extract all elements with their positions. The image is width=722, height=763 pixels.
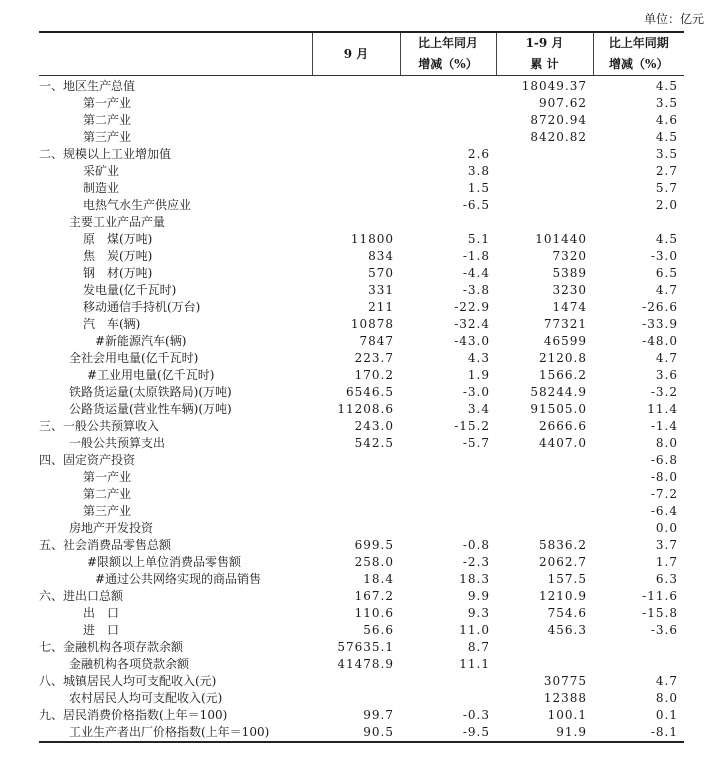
row-period-yoy: 4.5 <box>655 232 678 246</box>
row-month-value: 57635.1 <box>337 640 394 654</box>
table-body <box>39 76 684 743</box>
row-month-value: 542.5 <box>354 436 394 450</box>
row-label: #限额以上单位消费品零售额 <box>87 555 242 569</box>
row-label: 出 口 <box>83 606 120 620</box>
row-period-yoy: 8.0 <box>655 436 678 450</box>
row-month-yoy: -9.5 <box>400 724 496 742</box>
header-month-yoy-line1: 比上年同月 <box>417 36 478 50</box>
row-cumulative-value: 157.5 <box>547 572 587 586</box>
table-row <box>39 656 684 673</box>
row-month-value: 10878 <box>350 317 394 331</box>
row-month-value <box>312 180 400 197</box>
table-row <box>39 316 684 333</box>
row-month-value: 99.7 <box>363 708 394 722</box>
row-period-yoy: -3.6 <box>650 623 678 637</box>
table-row <box>39 146 684 163</box>
row-period-yoy: 3.6 <box>655 368 678 382</box>
row-cumulative-value: 2120.8 <box>539 351 587 365</box>
table-row <box>39 129 684 146</box>
row-month-value <box>312 690 400 707</box>
row-period-yoy: 8.0 <box>655 691 678 705</box>
row-period-yoy: -33.9 <box>642 317 678 331</box>
row-label: 二、规模以上工业增加值 <box>39 147 172 161</box>
row-label: 焦 炭(万吨) <box>83 249 153 263</box>
row-month-value <box>312 469 400 486</box>
row-label: 发电量(亿千瓦时) <box>83 283 177 297</box>
table-row <box>39 265 684 282</box>
row-month-yoy <box>400 469 496 486</box>
table-row <box>39 452 684 469</box>
row-cumulative-value: 58244.9 <box>530 385 587 399</box>
row-cumulative-value: 12388 <box>543 691 587 705</box>
row-month-yoy: 1.5 <box>467 181 490 195</box>
row-period-yoy: 11.4 <box>647 402 678 416</box>
row-month-yoy: 8.7 <box>467 640 490 654</box>
row-period-yoy: 2.7 <box>655 164 678 178</box>
table-row <box>39 248 684 265</box>
table-row <box>39 95 684 112</box>
table-header-row <box>39 32 684 76</box>
row-label: 第一产业 <box>83 470 132 484</box>
row-label: 金融机构各项贷款余额 <box>69 657 190 671</box>
row-period-yoy: -8.0 <box>650 470 678 484</box>
row-month-value <box>312 673 400 690</box>
row-month-value <box>312 503 400 520</box>
table-row <box>39 537 684 554</box>
row-cumulative-value: 4407.0 <box>539 436 587 450</box>
row-cumulative-value <box>496 197 593 214</box>
row-label: 全社会用电量(亿千瓦时) <box>69 351 199 365</box>
row-label: 第三产业 <box>83 504 132 518</box>
row-label: 钢 材(万吨) <box>83 266 153 280</box>
table-row <box>39 435 684 452</box>
row-label: 第二产业 <box>83 113 132 127</box>
table-row <box>39 690 684 707</box>
table-row <box>39 350 684 367</box>
row-label: 第一产业 <box>83 96 132 110</box>
unit-label: 单位：亿元 <box>643 12 704 26</box>
table-row <box>39 214 684 231</box>
row-label: #新能源汽车(辆) <box>95 334 187 348</box>
table-row <box>39 571 684 588</box>
row-label: 六、进出口总额 <box>39 589 124 603</box>
row-month-yoy <box>400 520 496 537</box>
row-cumulative-value: 91505.0 <box>530 402 587 416</box>
header-month <box>312 32 400 76</box>
row-period-yoy: -6.8 <box>650 453 678 467</box>
row-period-yoy: 6.5 <box>655 266 678 280</box>
row-cumulative-value: 91.9 <box>496 724 593 742</box>
row-month-value: 18.4 <box>363 572 394 586</box>
row-period-yoy: 4.5 <box>655 79 678 93</box>
row-cumulative-value: 7320 <box>552 249 587 263</box>
row-month-yoy: -32.4 <box>454 317 490 331</box>
row-period-yoy: 4.7 <box>655 674 678 688</box>
row-label: 一、地区生产总值 <box>39 79 136 93</box>
header-indicator <box>39 32 312 76</box>
row-label: 进 口 <box>83 623 120 637</box>
table-row <box>39 76 684 96</box>
table-row <box>39 299 684 316</box>
row-label: 公路货运量(营业性车辆)(万吨) <box>69 402 232 416</box>
row-month-value: 331 <box>368 283 394 297</box>
row-period-yoy: 0.0 <box>655 521 678 535</box>
row-label: 五、社会消费品零售总额 <box>39 538 172 552</box>
table-row <box>39 588 684 605</box>
row-month-yoy: -22.9 <box>454 300 490 314</box>
table-row <box>39 231 684 248</box>
row-month-yoy <box>400 76 496 96</box>
row-period-yoy: -1.4 <box>650 419 678 433</box>
row-period-yoy: 2.0 <box>655 198 678 212</box>
row-month-value <box>312 146 400 163</box>
header-period-yoy-line2: 增减（%） <box>609 57 669 71</box>
row-month-yoy: -2.3 <box>462 555 490 569</box>
row-cumulative-value: 3230 <box>552 283 587 297</box>
table-row <box>39 673 684 690</box>
table-row <box>39 469 684 486</box>
row-month-value: 834 <box>368 249 394 263</box>
row-period-yoy: 4.7 <box>655 351 678 365</box>
row-month-yoy <box>400 129 496 146</box>
row-period-yoy: 3.5 <box>655 96 678 110</box>
row-month-yoy: -3.8 <box>462 283 490 297</box>
row-cumulative-value: 2062.7 <box>539 555 587 569</box>
table-row <box>39 282 684 299</box>
row-month-yoy: 9.3 <box>467 606 490 620</box>
row-month-value <box>312 214 400 231</box>
row-month-yoy <box>400 673 496 690</box>
row-period-yoy: 5.7 <box>655 181 678 195</box>
row-cumulative-value: 5389 <box>552 266 587 280</box>
header-cumulative-line1: 1-9 月 <box>525 36 564 50</box>
row-month-value: 11208.6 <box>337 402 394 416</box>
row-month-value: 6546.5 <box>346 385 394 399</box>
row-month-value <box>312 76 400 96</box>
row-label: 农村居民人均可支配收入(元) <box>69 691 223 705</box>
row-month-value: 110.6 <box>354 606 394 620</box>
header-period-yoy-line1: 比上年同期 <box>608 36 669 50</box>
row-period-yoy: -15.8 <box>642 606 678 620</box>
row-month-value: 56.6 <box>363 623 394 637</box>
row-period-yoy: 4.7 <box>655 283 678 297</box>
row-period-yoy: 4.5 <box>655 130 678 144</box>
row-month-yoy <box>400 503 496 520</box>
table-row <box>39 503 684 520</box>
row-cumulative-value <box>496 520 593 537</box>
row-month-yoy <box>400 112 496 129</box>
row-label: 四、固定资产投资 <box>39 453 136 467</box>
table-row <box>39 333 684 350</box>
row-period-yoy: 4.6 <box>655 113 678 127</box>
row-month-yoy: -5.7 <box>462 436 490 450</box>
header-cumulative-line2: 累 计 <box>530 57 559 71</box>
row-month-value <box>312 520 400 537</box>
row-month-value: 90.5 <box>312 724 400 742</box>
table-row <box>39 163 684 180</box>
row-label: 第三产业 <box>83 130 132 144</box>
row-label: 主要工业产品产量 <box>69 215 166 229</box>
row-cumulative-value: 456.3 <box>547 623 587 637</box>
row-period-yoy: -11.6 <box>642 589 678 603</box>
row-label: 房地产开发投资 <box>69 521 154 535</box>
header-month-yoy <box>400 32 496 76</box>
table-row <box>39 520 684 537</box>
row-label: 汽 车(辆) <box>83 317 141 331</box>
row-month-yoy: 18.3 <box>459 572 490 586</box>
row-period-yoy: -3.2 <box>650 385 678 399</box>
row-cumulative-value: 1210.9 <box>539 589 587 603</box>
table-row <box>39 384 684 401</box>
row-period-yoy: -26.6 <box>642 300 678 314</box>
row-period-yoy <box>593 639 684 656</box>
row-cumulative-value: 8420.82 <box>530 130 587 144</box>
table-row <box>39 724 684 742</box>
row-cumulative-value <box>496 469 593 486</box>
row-month-value: 41478.9 <box>337 657 394 671</box>
row-cumulative-value <box>496 163 593 180</box>
row-month-value <box>312 129 400 146</box>
row-month-value: 699.5 <box>354 538 394 552</box>
row-month-yoy: -0.3 <box>462 708 490 722</box>
row-month-yoy: 9.9 <box>467 589 490 603</box>
table-row <box>39 180 684 197</box>
row-label: 一般公共预算支出 <box>69 436 166 450</box>
row-month-value <box>312 486 400 503</box>
row-cumulative-value: 77321 <box>543 317 587 331</box>
row-label: 七、金融机构各项存款余额 <box>39 640 184 654</box>
row-month-yoy <box>400 690 496 707</box>
table-row <box>39 112 684 129</box>
row-month-value: 258.0 <box>354 555 394 569</box>
row-label: 制造业 <box>83 181 120 195</box>
row-cumulative-value <box>496 452 593 469</box>
row-label: #通过公共网络实现的商品销售 <box>95 572 262 586</box>
header-period-yoy <box>593 32 684 76</box>
row-month-value: 170.2 <box>354 368 394 382</box>
row-period-yoy <box>593 656 684 673</box>
table-row <box>39 401 684 418</box>
row-cumulative-value: 30775 <box>543 674 587 688</box>
row-month-value <box>312 95 400 112</box>
row-cumulative-value: 754.6 <box>547 606 587 620</box>
row-cumulative-value <box>496 656 593 673</box>
row-month-value: 7847 <box>359 334 394 348</box>
row-month-yoy: -3.0 <box>462 385 490 399</box>
row-month-yoy: 2.6 <box>467 147 490 161</box>
row-month-value: 570 <box>368 266 394 280</box>
row-label: 采矿业 <box>83 164 120 178</box>
row-cumulative-value <box>496 214 593 231</box>
row-month-yoy: 3.8 <box>467 164 490 178</box>
header-month-yoy-line2: 增减（%） <box>418 57 478 71</box>
row-month-yoy: 11.0 <box>459 623 490 637</box>
row-month-yoy <box>400 95 496 112</box>
row-period-yoy: 1.7 <box>655 555 678 569</box>
row-cumulative-value: 46599 <box>543 334 587 348</box>
table-row <box>39 418 684 435</box>
row-cumulative-value: 907.62 <box>539 96 587 110</box>
row-month-value: 11800 <box>350 232 394 246</box>
row-cumulative-value <box>496 146 593 163</box>
row-month-value: 211 <box>368 300 394 314</box>
row-month-yoy: 11.1 <box>459 657 490 671</box>
row-cumulative-value: 1474 <box>552 300 587 314</box>
row-period-yoy: -6.4 <box>650 504 678 518</box>
row-month-yoy: 1.9 <box>467 368 490 382</box>
table-row <box>39 639 684 656</box>
row-month-value <box>312 197 400 214</box>
row-period-yoy: 3.7 <box>655 538 678 552</box>
row-month-value: 243.0 <box>354 419 394 433</box>
row-label: 工业生产者出厂价格指数(上年＝100) <box>39 724 312 742</box>
row-period-yoy: -3.0 <box>650 249 678 263</box>
row-label: 第二产业 <box>83 487 132 501</box>
table-row <box>39 605 684 622</box>
row-period-yoy: -48.0 <box>642 334 678 348</box>
row-cumulative-value: 100.1 <box>547 708 587 722</box>
statistics-table <box>39 31 684 743</box>
row-period-yoy: 0.1 <box>655 708 678 722</box>
row-cumulative-value: 18049.37 <box>521 79 587 93</box>
row-month-value <box>312 112 400 129</box>
row-month-value: 167.2 <box>354 589 394 603</box>
table-row <box>39 486 684 503</box>
row-period-yoy: -7.2 <box>650 487 678 501</box>
row-label: 三、一般公共预算收入 <box>39 419 160 433</box>
row-label: 原 煤(万吨) <box>83 232 153 246</box>
row-cumulative-value: 5836.2 <box>539 538 587 552</box>
row-cumulative-value <box>496 180 593 197</box>
row-month-yoy: -15.2 <box>454 419 490 433</box>
row-cumulative-value: 8720.94 <box>530 113 587 127</box>
row-period-yoy: -8.1 <box>593 724 684 742</box>
row-month-yoy: -6.5 <box>462 198 490 212</box>
row-month-yoy: -43.0 <box>454 334 490 348</box>
row-period-yoy: 3.5 <box>655 147 678 161</box>
row-cumulative-value: 2666.6 <box>539 419 587 433</box>
row-cumulative-value <box>496 639 593 656</box>
row-cumulative-value <box>496 486 593 503</box>
table-row <box>39 622 684 639</box>
table-row <box>39 554 684 571</box>
row-cumulative-value <box>496 503 593 520</box>
row-period-yoy <box>593 214 684 231</box>
row-cumulative-value: 1566.2 <box>539 368 587 382</box>
row-label: 铁路货运量(太原铁路局)(万吨) <box>69 385 232 399</box>
row-cumulative-value: 101440 <box>535 232 587 246</box>
row-month-yoy <box>400 214 496 231</box>
row-month-yoy: -0.8 <box>462 538 490 552</box>
row-label: #工业用电量(亿千瓦时) <box>87 368 215 382</box>
row-month-value: 223.7 <box>354 351 394 365</box>
row-label: 八、城镇居民人均可支配收入(元) <box>39 674 217 688</box>
row-label: 电热气水生产供应业 <box>83 198 192 212</box>
row-month-value <box>312 452 400 469</box>
header-month-text: 9 月 <box>343 46 369 61</box>
table-row <box>39 707 684 724</box>
row-month-yoy: 3.4 <box>467 402 490 416</box>
table-row <box>39 197 684 214</box>
row-period-yoy: 6.3 <box>655 572 678 586</box>
row-month-yoy: 4.3 <box>467 351 490 365</box>
row-month-yoy <box>400 486 496 503</box>
row-month-yoy: -4.4 <box>462 266 490 280</box>
row-label: 九、居民消费价格指数(上年＝100) <box>39 708 228 722</box>
row-month-yoy <box>400 452 496 469</box>
row-month-yoy: -1.8 <box>462 249 490 263</box>
row-month-value <box>312 163 400 180</box>
table-row <box>39 367 684 384</box>
header-cumulative <box>496 32 593 76</box>
row-label: 移动通信手持机(万台) <box>83 300 201 314</box>
row-month-yoy: 5.1 <box>467 232 490 246</box>
